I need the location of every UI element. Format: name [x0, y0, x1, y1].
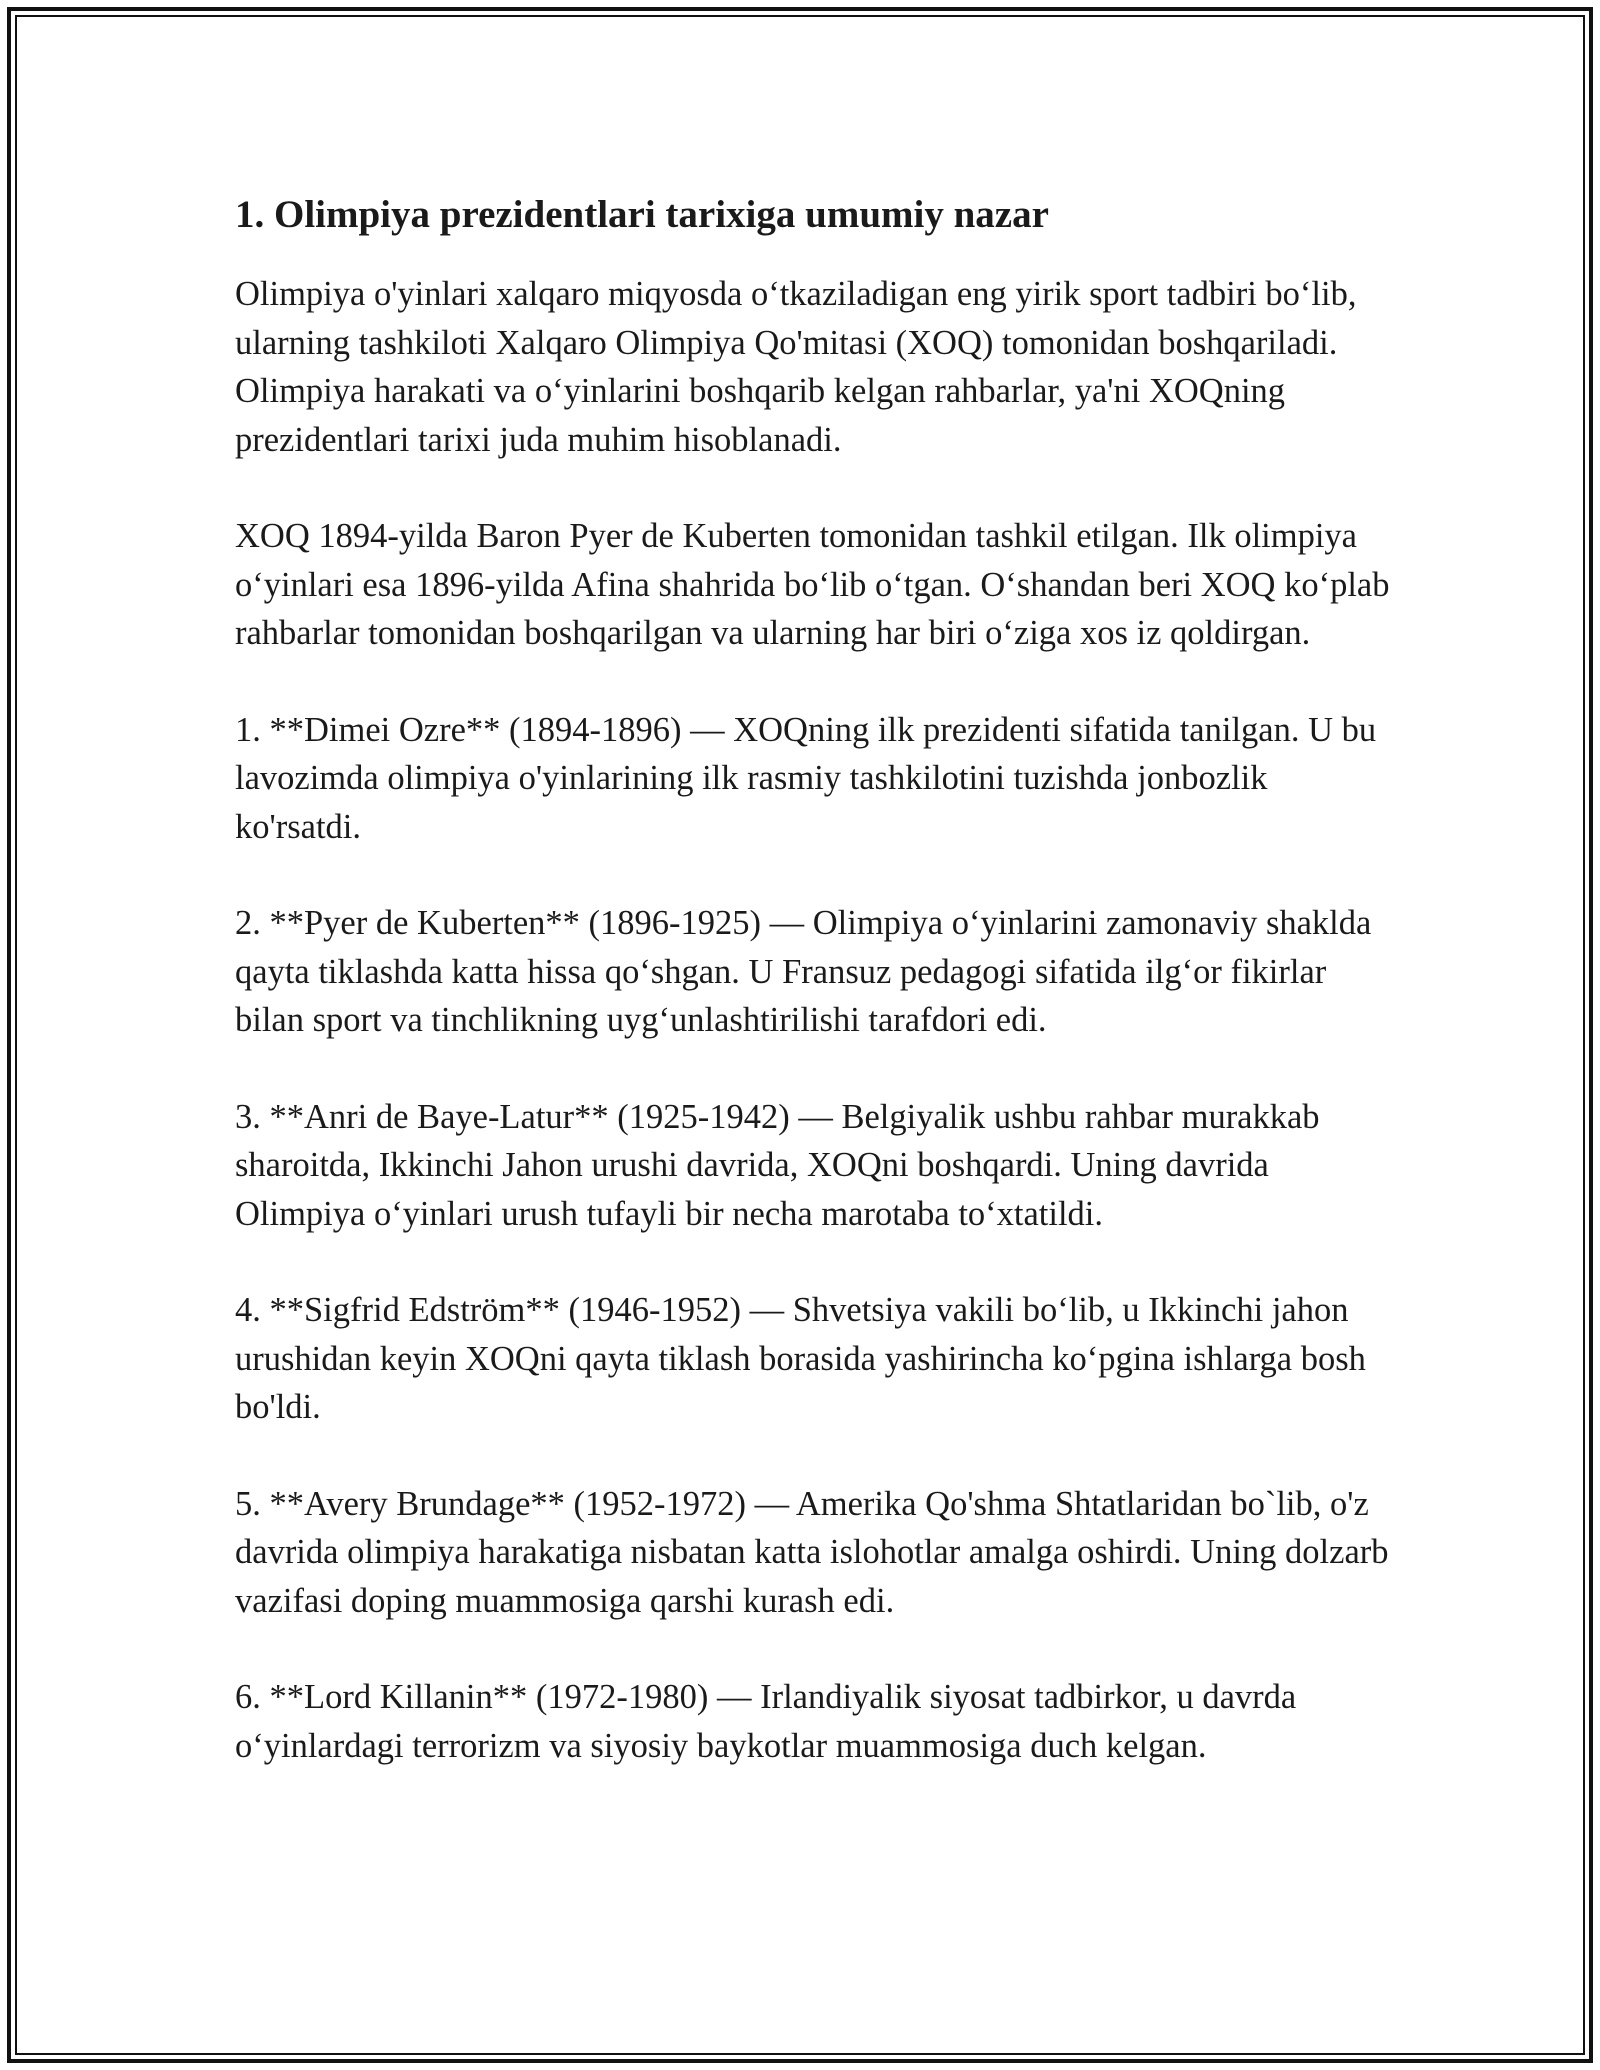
intro-paragraph: Olimpiya o'yinlari xalqaro miqyosda o‘tkaziladigan eng yirik sport tadbiri bo‘lib, ularning tashkiloti Xalqaro Olimpiya Qo'mitasi (XOQ) tomonidan boshqariladi. Olimpiya harakati va o‘yinlarini boshqarib kelgan rahbarlar, ya'ni XOQning prezidentlari tarixi juda muhim hisoblanadi. — [235, 275, 1357, 459]
document-body — [235, 190, 1395, 1818]
section-heading: 1. Olimpiya prezidentlari tarixiga umumiy nazar — [235, 193, 1049, 236]
president-item-2: 2. **Pyer de Kuberten** (1896-1925) — Olimpiya o‘yinlarini zamonaviy shaklda qayta tiklashda katta hissa qo‘shgan. U Fransuz pedagogi sifatida ilg‘or fikirlar bilan sport va tinchlikning uyg‘unlashtirilishi tarafdori edi. — [235, 904, 1372, 1039]
president-item-6: 6. **Lord Killanin** (1972-1980) — Irlandiyalik siyosat tadbirkor, u davrda o‘yinlardagi terrorizm va siyosiy baykotlar muammosiga duch kelgan. — [235, 1678, 1297, 1765]
president-item-1: 1. **Dimei Ozre** (1894-1896) — XOQning ilk prezidenti sifatida tanilgan. U bu lavozimda olimpiya o'yinlarining ilk rasmiy tashkilotini tuzishda jonbozlik ko'rsatdi. — [235, 710, 1377, 846]
president-item-4: 4. **Sigfrid Edström** (1946-1952) — Shvetsiya vakili bo‘lib, u Ikkinchi jahon urushidan keyin XOQni qayta tiklash borasida yashirincha ko‘pgina ishlarga bosh bo'ldi. — [235, 1291, 1366, 1426]
history-paragraph: XOQ 1894-yilda Baron Pyer de Kuberten tomonidan tashkil etilgan. Ilk olimpiya o‘yinlari esa 1896-yilda Afina shahrida bo‘lib o‘tgan. O‘shandan beri XOQ ko‘plab rahbarlar tomonidan boshqarilgan va ularning har biri o‘ziga xos iz qoldirgan. — [235, 517, 1390, 652]
president-item-5: 5. **Avery Brundage** (1952-1972) — Amerika Qo'shma Shtatlaridan bo`lib, o'z davrida olimpiya harakatiga nisbatan katta islohotlar amalga oshirdi. Uning dolzarb vazifasi doping muammosiga qarshi kurash edi. — [235, 1484, 1389, 1620]
president-item-3: 3. **Anri de Baye-Latur** (1925-1942) — Belgiyalik ushbu rahbar murakkab sharoitda, Ikkinchi Jahon urushi davrida, XOQni boshqardi. Uning davrida Olimpiya o‘yinlari urush tufayli bir necha marotaba to‘xtatildi. — [235, 1097, 1320, 1233]
